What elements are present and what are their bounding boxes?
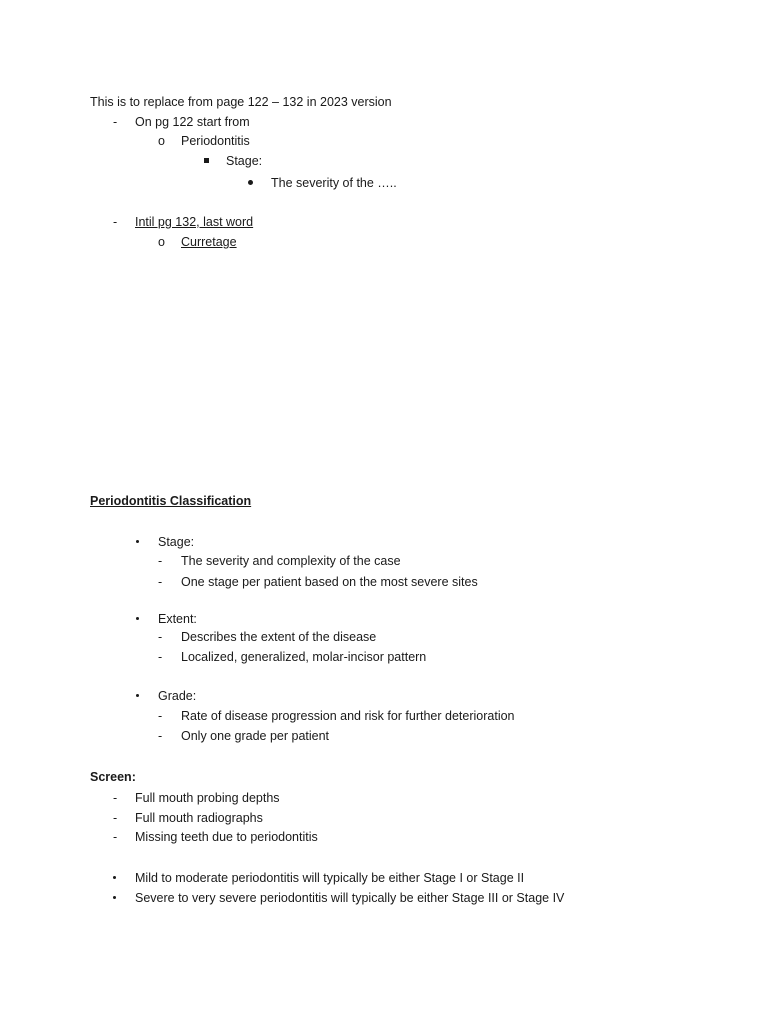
dash-marker: - — [113, 791, 118, 805]
grade-label: Grade: — [158, 689, 197, 703]
dash-marker: - — [113, 830, 118, 844]
dash-marker: - — [158, 729, 163, 743]
round-bullet-icon — [248, 180, 253, 185]
stage-point: One stage per patient based on the most severe sites — [181, 575, 478, 589]
dash-marker: - — [158, 709, 163, 723]
bullet-icon — [136, 617, 139, 620]
dash-marker: - — [113, 115, 118, 129]
dash-marker: - — [158, 650, 163, 664]
square-bullet-icon — [204, 158, 209, 163]
bullet-icon — [136, 694, 139, 697]
extent-point: Localized, generalized, molar-incisor pattern — [181, 650, 427, 664]
circle-marker: o — [158, 235, 165, 249]
circle-marker: o — [158, 134, 165, 148]
list-item-periodontitis: Periodontitis — [181, 134, 250, 148]
list-item-start: On pg 122 start from — [135, 115, 250, 129]
dash-marker: - — [158, 630, 163, 644]
screen-item: Missing teeth due to periodontitis — [135, 830, 318, 844]
stage-label: Stage: — [158, 535, 195, 549]
screen-item: Full mouth radiographs — [135, 811, 263, 825]
stage-point: The severity and complexity of the case — [181, 554, 401, 568]
dash-marker: - — [113, 215, 118, 229]
grade-point: Only one grade per patient — [181, 729, 330, 743]
grade-point: Rate of disease progression and risk for further deterioration — [181, 709, 515, 723]
intro-text: This is to replace from page 122 – 132 in 2023 version — [90, 95, 392, 109]
screen-note: Severe to very severe periodontitis will typically be either Stage III or Stage IV — [135, 891, 565, 905]
screen-note: Mild to moderate periodontitis will typically be either Stage I or Stage II — [135, 871, 525, 885]
extent-point: Describes the extent of the disease — [181, 630, 377, 644]
extent-label: Extent: — [158, 612, 197, 626]
dash-marker: - — [113, 811, 118, 825]
bullet-icon — [113, 896, 116, 899]
classification-heading: Periodontitis Classification — [90, 494, 252, 508]
list-item-stage: Stage: — [226, 154, 263, 168]
list-item-until: Intil pg 132, last word — [135, 215, 254, 229]
dash-marker: - — [158, 554, 163, 568]
screen-item: Full mouth probing depths — [135, 791, 280, 805]
screen-heading: Screen: — [90, 770, 136, 784]
bullet-icon — [136, 540, 139, 543]
list-item-severity: The severity of the ….. — [271, 176, 397, 190]
list-item-curretage: Curretage — [181, 235, 237, 249]
bullet-icon — [113, 876, 116, 879]
dash-marker: - — [158, 575, 163, 589]
